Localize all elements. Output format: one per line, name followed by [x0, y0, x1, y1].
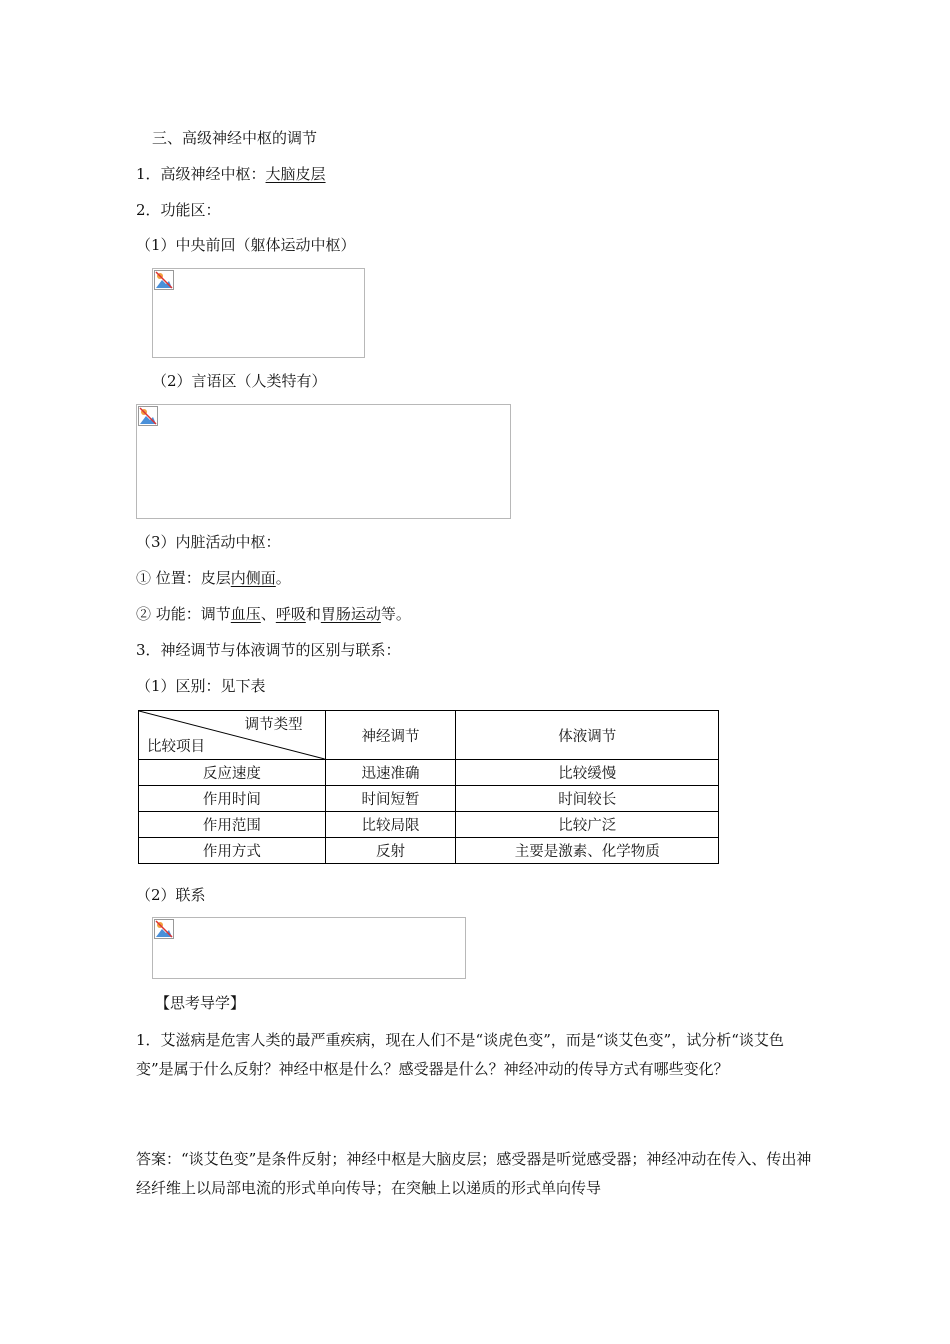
broken-image-icon: [154, 270, 174, 290]
table-corner-cell: [139, 711, 326, 760]
table-row: [139, 838, 719, 864]
function-line: [136, 604, 411, 624]
row-item: 作用时间: [139, 786, 326, 812]
column-header-neural: 神经调节: [325, 711, 456, 760]
row-neural: 迅速准确: [325, 760, 456, 786]
column-header-humoral: 体液调节: [456, 711, 719, 760]
think-heading: 【思考导学】: [155, 994, 246, 1012]
item-1-value: 大脑皮层: [265, 165, 326, 183]
table-row: [139, 760, 719, 786]
item-1: [136, 164, 326, 184]
function-sep-1: 、: [260, 605, 276, 623]
figure-relationship: [152, 917, 466, 979]
function-value-1: 血压: [230, 605, 261, 623]
answer-paragraph: 答案：“谈艾色变”是条件反射；神经中枢是大脑皮层；感受器是听觉感受器；神经冲动在传入、传出神经纤维上以局部电流的形式单向传导；在突触上以递质的形式单向传导: [136, 1150, 812, 1197]
table-row: [139, 812, 719, 838]
figure-speech-area: [136, 404, 511, 519]
sub-3: （3）内脏活动中枢：: [136, 533, 281, 551]
link-label: （2）联系: [136, 886, 206, 904]
item-3: 3．神经调节与体液调节的区别与联系：: [136, 641, 401, 659]
broken-image-icon: [138, 406, 158, 426]
function-value-3: 胃肠运动: [320, 605, 381, 623]
table-row: [139, 786, 719, 812]
corner-bottom-label: 比较项目: [147, 739, 205, 755]
difference-label: （1）区别：见下表: [136, 677, 266, 695]
row-neural: 反射: [325, 838, 456, 864]
row-humoral: 时间较长: [456, 786, 719, 812]
row-neural: 比较局限: [325, 812, 456, 838]
comparison-table: [138, 710, 719, 864]
section-title: 三、高级神经中枢的调节: [152, 129, 318, 147]
sub-2: （2）言语区（人类特有）: [152, 372, 327, 390]
broken-image-icon: [154, 919, 174, 939]
position-suffix: 。: [275, 569, 291, 587]
function-prefix: ② 功能：调节: [136, 605, 231, 623]
sub-1: （1）中央前回（躯体运动中枢）: [136, 236, 356, 254]
row-item: 作用方式: [139, 838, 326, 864]
function-sep-2: 和: [305, 605, 321, 623]
item-2: 2．功能区：: [136, 201, 221, 219]
row-humoral: 比较广泛: [456, 812, 719, 838]
function-value-2: 呼吸: [275, 605, 306, 623]
position-prefix: ① 位置：皮层: [136, 569, 231, 587]
corner-top-label: 调节类型: [244, 717, 303, 733]
row-item: 作用范围: [139, 812, 326, 838]
row-humoral: 比较缓慢: [456, 760, 719, 786]
figure-precentral-gyrus: [152, 268, 365, 358]
position-value: 内侧面: [230, 569, 276, 587]
item-1-label: 1．高级神经中枢：: [136, 165, 266, 183]
row-neural: 时间短暂: [325, 786, 456, 812]
row-humoral: 主要是激素、化学物质: [456, 838, 719, 864]
function-suffix: 等。: [380, 605, 411, 623]
row-item: 反应速度: [139, 760, 326, 786]
question-paragraph: 1．艾滋病是危害人类的最严重疾病，现在人们不是“谈虎色变”，而是“谈艾色变”，试分析“谈艾色变”是属于什么反射？神经中枢是什么？感受器是什么？神经冲动的传导方式有哪些变化？: [136, 1031, 784, 1078]
table-header-row: [139, 711, 719, 760]
position-line: [136, 568, 291, 588]
